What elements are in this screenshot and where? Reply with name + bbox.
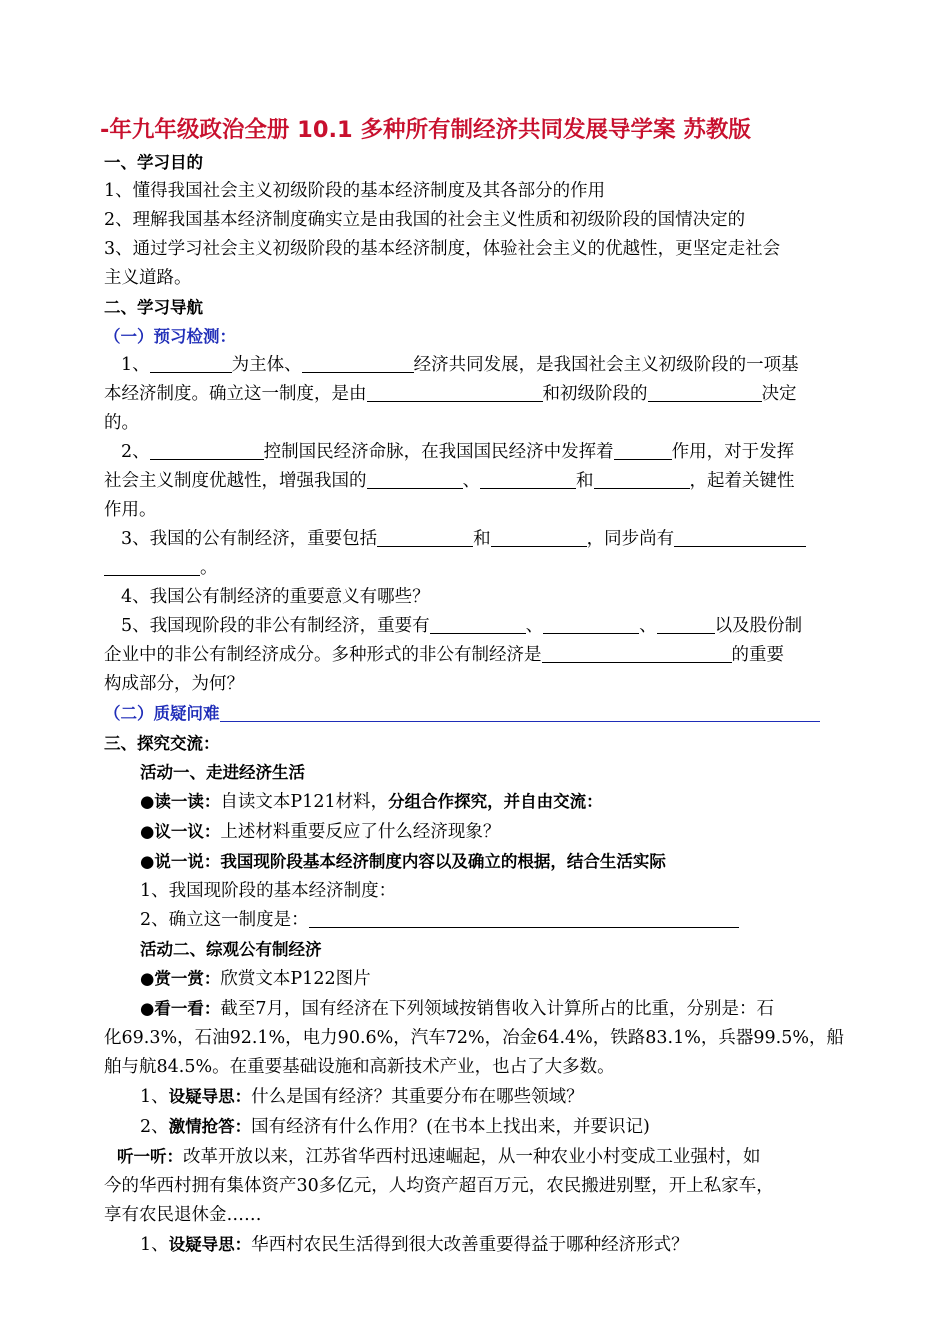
question-text: 、 bbox=[525, 616, 544, 636]
activity-text: 自读文本P121材料， bbox=[220, 792, 389, 812]
listen-line-1 bbox=[104, 1142, 849, 1172]
question-1-line-2 bbox=[104, 380, 849, 409]
fill-blank[interactable] bbox=[367, 383, 543, 402]
think-item-2 bbox=[104, 1112, 849, 1142]
question-5-line-2 bbox=[104, 641, 849, 670]
question-5-line-3: 构成部分，为何？ bbox=[104, 674, 244, 694]
subheading-questions-label: （二）质疑问难 bbox=[104, 704, 220, 723]
listen-line-3: 享有农民退休金…… bbox=[104, 1205, 262, 1225]
activity-read bbox=[104, 787, 849, 817]
fill-blank[interactable] bbox=[543, 615, 639, 634]
fill-blank[interactable] bbox=[150, 354, 232, 373]
question-text: 社会主义制度优越性，增强我国的 bbox=[104, 471, 367, 491]
activity-1-title: 活动一、走进经济生活 bbox=[140, 763, 305, 782]
question-5-line-1 bbox=[104, 612, 849, 641]
question-text: 、 bbox=[462, 471, 480, 491]
say-item-2 bbox=[104, 906, 849, 935]
activity-label: ●议一议： bbox=[140, 822, 221, 841]
question-text: 3、我国的公有制经济，重要包括 bbox=[121, 529, 378, 549]
activity-text: 改革开放以来，江苏省华西村迅速崛起，从一种农业小村变成工业强村，如 bbox=[183, 1147, 761, 1167]
question-text: 本经济制度。确立这一制度，是由 bbox=[104, 384, 367, 404]
activity-label: ●看一看： bbox=[140, 999, 221, 1018]
activity-2-title: 活动二、综观公有制经济 bbox=[140, 940, 322, 959]
fill-blank[interactable] bbox=[648, 383, 762, 402]
item-number: 2、 bbox=[140, 1117, 169, 1137]
question-text: 的重要 bbox=[731, 645, 784, 665]
fill-blank[interactable] bbox=[614, 441, 672, 460]
activity-text-bold: 我国现阶段基本经济制度内容以及确立的根据，结合生活实际 bbox=[220, 852, 666, 871]
question-text: 决定 bbox=[761, 384, 797, 404]
activity-look-line-2: 化69.3%，石油92.1%，电力90.6%，汽车72%，冶金64.4%，铁路83.1%，兵器99.5%，船 bbox=[104, 1028, 844, 1048]
item-label: 激情抢答： bbox=[168, 1117, 252, 1136]
fill-blank[interactable] bbox=[220, 703, 820, 722]
question-text: 为主体、 bbox=[231, 355, 302, 375]
listen-item-1 bbox=[104, 1230, 849, 1260]
fill-blank[interactable] bbox=[309, 909, 739, 928]
fill-blank[interactable] bbox=[480, 470, 576, 489]
question-text: 以及股份制 bbox=[714, 616, 803, 636]
question-text: 和 bbox=[576, 471, 594, 491]
activity-text: 上述材料重要反应了什么经济现象？ bbox=[220, 822, 501, 842]
listen-line-2: 今的华西村拥有集体资产30多亿元，人均资产超百万元，农民搬进别墅，开上私家车， bbox=[104, 1176, 774, 1196]
section-heading-navigation: 二、学习导航 bbox=[104, 298, 203, 317]
question-1-line-1 bbox=[104, 351, 849, 380]
question-1-line-3: 的。 bbox=[104, 413, 139, 433]
document-page bbox=[100, 112, 849, 1260]
question-text: 企业中的非公有制经济成分。多种形式的非公有制经济是 bbox=[104, 645, 542, 665]
fill-blank[interactable] bbox=[150, 441, 264, 460]
question-text: 。 bbox=[200, 558, 218, 578]
activity-label: ●说一说： bbox=[140, 852, 221, 871]
question-4: 4、我国公有制经济的重要意义有哪些？ bbox=[121, 587, 430, 607]
question-2-line-3: 作用。 bbox=[104, 500, 157, 520]
activity-look-line-3: 舶与航84.5%。在重要基础设施和高新技术产业，也占了大多数。 bbox=[104, 1057, 615, 1077]
question-2-line-2 bbox=[104, 467, 849, 496]
item-text: 国有经济有什么作用？(在书本上找出来，并要识记) bbox=[251, 1117, 650, 1137]
question-text: 1、 bbox=[121, 355, 150, 375]
document-title: -年九年级政治全册 10.1 多种所有制经济共同发展导学案 苏教版 bbox=[100, 117, 751, 143]
question-text: 经济共同发展，是我国社会主义初级阶段的一项基 bbox=[413, 355, 799, 375]
item-text: 什么是国有经济？其重要分布在哪些领域？ bbox=[251, 1087, 584, 1107]
item-label: 设疑导思： bbox=[168, 1235, 252, 1254]
fill-blank[interactable] bbox=[594, 470, 690, 489]
question-text: ，同步尚有 bbox=[586, 529, 675, 549]
goal-item-3-line-2: 主义道路。 bbox=[104, 268, 192, 288]
say-item-1: 1、我国现阶段的基本经济制度： bbox=[140, 881, 397, 901]
question-text: 作用，对于发挥 bbox=[671, 442, 795, 462]
question-text: 2、 bbox=[121, 442, 150, 462]
question-text: 控制国民经济命脉，在我国国民经济中发挥着 bbox=[263, 442, 614, 462]
question-text: 、 bbox=[639, 616, 657, 636]
activity-label: ●赏一赏： bbox=[140, 969, 221, 988]
question-2-line-1 bbox=[104, 438, 849, 467]
fill-blank[interactable] bbox=[377, 528, 473, 547]
activity-discuss bbox=[104, 817, 849, 847]
section-heading-goals: 一、学习目的 bbox=[104, 153, 203, 172]
fill-blank[interactable] bbox=[542, 644, 732, 663]
activity-label: 听一听： bbox=[117, 1147, 183, 1166]
item-number: 1、 bbox=[140, 1235, 169, 1255]
fill-blank[interactable] bbox=[430, 615, 526, 634]
activity-text: 欣赏文本P122图片 bbox=[220, 969, 371, 989]
fill-blank[interactable] bbox=[674, 528, 806, 547]
question-3-line-2 bbox=[104, 554, 849, 583]
goal-item-3-line-1: 3、通过学习社会主义初级阶段的基本经济制度，体验社会主义的优越性，更坚定走社会 bbox=[104, 239, 781, 259]
fill-blank[interactable] bbox=[657, 615, 715, 634]
question-text: 和 bbox=[473, 529, 491, 549]
fill-blank[interactable] bbox=[302, 354, 414, 373]
fill-blank[interactable] bbox=[367, 470, 463, 489]
item-text: 华西村农民生活得到很大改善重要得益于哪种经济形式？ bbox=[251, 1235, 689, 1255]
fill-blank[interactable] bbox=[491, 528, 587, 547]
question-3-line-1 bbox=[104, 525, 849, 554]
question-text: 和初级阶段的 bbox=[542, 384, 648, 404]
item-label: 设疑导思： bbox=[168, 1087, 252, 1106]
activity-text-bold: 分组合作探究，并自由交流： bbox=[388, 792, 603, 811]
think-item-1 bbox=[104, 1082, 849, 1112]
goal-item-2: 2、理解我国基本经济制度确实立是由我国的社会主义性质和初级阶段的国情决定的 bbox=[104, 210, 746, 230]
section-heading-explore: 三、探究交流： bbox=[104, 734, 220, 753]
activity-say bbox=[104, 847, 849, 877]
activity-text: 截至7月，国有经济在下列领域按销售收入计算所占的比重，分别是：石 bbox=[220, 999, 775, 1019]
activity-label: ●读一读： bbox=[140, 792, 221, 811]
item-number: 1、 bbox=[140, 1087, 169, 1107]
activity-enjoy bbox=[104, 964, 849, 994]
question-text: 5、我国现阶段的非公有制经济，重要有 bbox=[121, 616, 430, 636]
subheading-questions bbox=[104, 699, 849, 729]
question-text: ，起着关键性 bbox=[689, 471, 795, 491]
fill-blank[interactable] bbox=[104, 557, 200, 576]
activity-look-line-1 bbox=[104, 994, 849, 1024]
subheading-preview-check: （一）预习检测： bbox=[104, 327, 236, 346]
say-item-2-text: 2、确立这一制度是： bbox=[140, 910, 309, 930]
goal-item-1: 1、懂得我国社会主义初级阶段的基本经济制度及其各部分的作用 bbox=[104, 181, 606, 201]
